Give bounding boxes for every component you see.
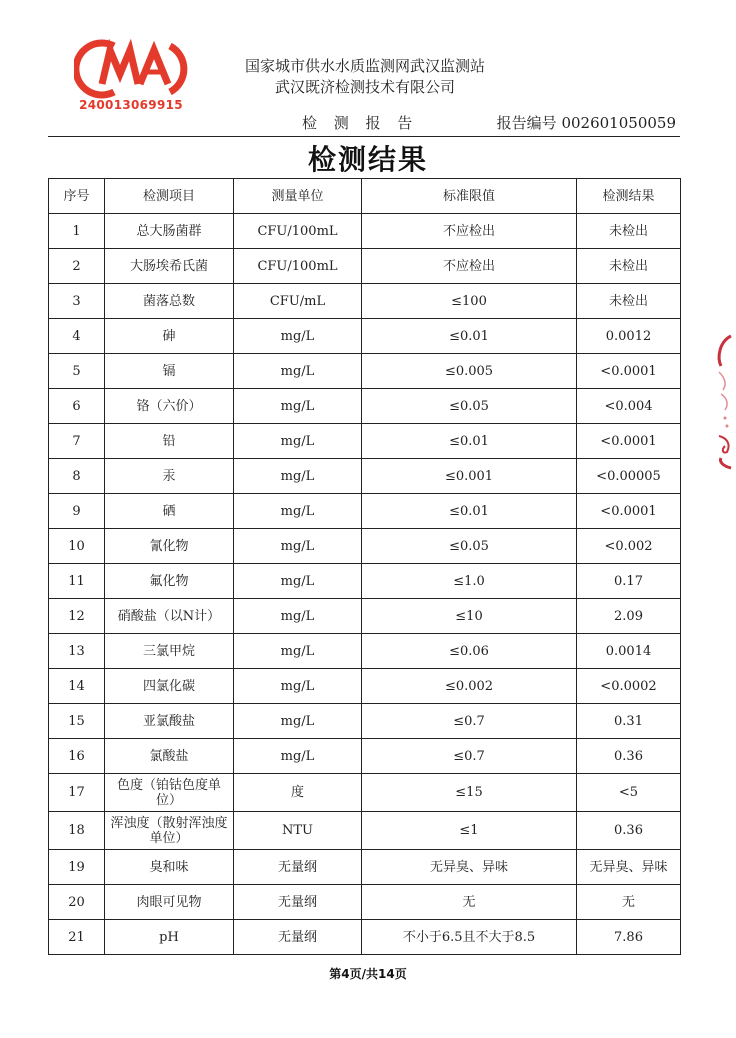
report-title: 检 测 报 告: [302, 114, 419, 132]
cell-unit: 度: [234, 774, 362, 812]
cell-result: <5: [577, 774, 681, 812]
cell-limit: ≤0.01: [362, 319, 577, 354]
cell-no: 6: [49, 389, 105, 424]
org-line-1: 国家城市供水水质监测网武汉监测站: [244, 57, 485, 75]
cell-limit: ≤0.06: [362, 634, 577, 669]
cell-item: 大肠埃希氏菌: [105, 249, 234, 284]
cell-result: 0.36: [577, 739, 681, 774]
cell-no: 18: [49, 812, 105, 850]
cell-result: <0.0001: [577, 424, 681, 459]
table-row: [49, 249, 681, 284]
cell-item: 浑浊度（散射浑浊度单位）: [105, 812, 234, 850]
cell-item: 硒: [105, 494, 234, 529]
results-table: [48, 178, 681, 955]
table-row: [49, 634, 681, 669]
cell-limit: 不小于6.5且不大于8.5: [362, 920, 577, 955]
table-row: [49, 885, 681, 920]
table-row: [49, 599, 681, 634]
cell-limit: ≤0.002: [362, 669, 577, 704]
cell-limit: ≤1: [362, 812, 577, 850]
cell-no: 1: [49, 214, 105, 249]
col-header-no: 序号: [49, 179, 105, 214]
table-row: [49, 529, 681, 564]
cell-unit: NTU: [234, 812, 362, 850]
table-row: [49, 319, 681, 354]
cell-result: 0.17: [577, 564, 681, 599]
col-header-limit: 标准限值: [362, 179, 577, 214]
cell-item: 四氯化碳: [105, 669, 234, 704]
cell-unit: mg/L: [234, 424, 362, 459]
cell-result: 未检出: [577, 284, 681, 319]
cell-no: 10: [49, 529, 105, 564]
cell-result: 无: [577, 885, 681, 920]
table-row: [49, 389, 681, 424]
cell-no: 4: [49, 319, 105, 354]
table-row: [49, 284, 681, 319]
cell-unit: mg/L: [234, 634, 362, 669]
cell-limit: 无异臭、异味: [362, 850, 577, 885]
cell-no: 16: [49, 739, 105, 774]
cell-item: 氯酸盐: [105, 739, 234, 774]
col-header-unit: 测量单位: [234, 179, 362, 214]
cell-result: 0.0014: [577, 634, 681, 669]
cell-unit: mg/L: [234, 739, 362, 774]
col-header-item: 检测项目: [105, 179, 234, 214]
cell-item: 总大肠菌群: [105, 214, 234, 249]
cell-unit: mg/L: [234, 319, 362, 354]
cell-unit: 无量纲: [234, 920, 362, 955]
col-header-result: 检测结果: [577, 179, 681, 214]
page-title: 检测结果: [307, 143, 428, 176]
cell-result: <0.00005: [577, 459, 681, 494]
cell-result: 未检出: [577, 249, 681, 284]
cell-result: <0.0001: [577, 354, 681, 389]
table-row: [49, 354, 681, 389]
cell-item: 硝酸盐（以N计）: [105, 599, 234, 634]
cell-no: 7: [49, 424, 105, 459]
cell-result: <0.0002: [577, 669, 681, 704]
cell-limit: ≤1.0: [362, 564, 577, 599]
cell-result: 0.31: [577, 704, 681, 739]
cell-item: 色度（铂钴色度单位）: [105, 774, 234, 812]
cell-limit: ≤0.01: [362, 494, 577, 529]
cell-result: 0.36: [577, 812, 681, 850]
cell-result: 2.09: [577, 599, 681, 634]
cell-limit: ≤15: [362, 774, 577, 812]
cell-limit: ≤100: [362, 284, 577, 319]
cell-unit: 无量纲: [234, 850, 362, 885]
org-line-2: 武汉既济检测技术有限公司: [274, 78, 455, 96]
cell-item: 汞: [105, 459, 234, 494]
cell-no: 8: [49, 459, 105, 494]
report-line: [48, 112, 678, 134]
cell-item: 铬（六价）: [105, 389, 234, 424]
table-row: [49, 704, 681, 739]
cell-limit: 不应检出: [362, 249, 577, 284]
cell-limit: ≤0.001: [362, 459, 577, 494]
cell-item: 铅: [105, 424, 234, 459]
cell-unit: CFU/mL: [234, 284, 362, 319]
cell-unit: mg/L: [234, 599, 362, 634]
cell-unit: mg/L: [234, 459, 362, 494]
cell-limit: ≤0.005: [362, 354, 577, 389]
cell-item: 氟化物: [105, 564, 234, 599]
report-no-label: 报告编号: [496, 114, 557, 132]
cell-result: 无异臭、异味: [577, 850, 681, 885]
cell-item: 砷: [105, 319, 234, 354]
page-number: 第4页/共14页: [329, 967, 407, 981]
table-row: [49, 774, 681, 812]
header-rule: [48, 136, 680, 137]
cell-limit: ≤10: [362, 599, 577, 634]
cell-result: <0.004: [577, 389, 681, 424]
cell-result: 未检出: [577, 214, 681, 249]
cell-unit: mg/L: [234, 494, 362, 529]
table-row: [49, 850, 681, 885]
cell-item: pH: [105, 920, 234, 955]
cell-item: 臭和味: [105, 850, 234, 885]
cell-no: 14: [49, 669, 105, 704]
cell-result: 7.86: [577, 920, 681, 955]
cell-limit: ≤0.7: [362, 739, 577, 774]
cell-no: 2: [49, 249, 105, 284]
cell-no: 20: [49, 885, 105, 920]
table-row: [49, 459, 681, 494]
cell-unit: mg/L: [234, 354, 362, 389]
cell-limit: ≤0.05: [362, 389, 577, 424]
table-header-row: [49, 179, 681, 214]
cell-unit: mg/L: [234, 564, 362, 599]
cell-result: <0.0001: [577, 494, 681, 529]
table-row: [49, 812, 681, 850]
cell-result: <0.002: [577, 529, 681, 564]
cert-number: 240013069915: [79, 98, 183, 112]
cell-no: 21: [49, 920, 105, 955]
cell-limit: 无: [362, 885, 577, 920]
table-row: [49, 669, 681, 704]
cell-unit: mg/L: [234, 704, 362, 739]
cell-limit: ≤0.05: [362, 529, 577, 564]
cell-unit: mg/L: [234, 529, 362, 564]
table-row: [49, 564, 681, 599]
cell-no: 5: [49, 354, 105, 389]
table-row: [49, 494, 681, 529]
cell-no: 3: [49, 284, 105, 319]
cell-no: 11: [49, 564, 105, 599]
organization-block: [200, 56, 530, 98]
cell-item: 菌落总数: [105, 284, 234, 319]
cell-item: 肉眼可见物: [105, 885, 234, 920]
cell-unit: mg/L: [234, 389, 362, 424]
report-number-block: [497, 112, 676, 133]
cell-item: 镉: [105, 354, 234, 389]
table-row: [49, 920, 681, 955]
cell-item: 三氯甲烷: [105, 634, 234, 669]
cell-no: 15: [49, 704, 105, 739]
cell-no: 13: [49, 634, 105, 669]
cell-limit: ≤0.7: [362, 704, 577, 739]
cell-item: 氰化物: [105, 529, 234, 564]
seal-stamp-icon: [713, 332, 736, 470]
table-row: [49, 739, 681, 774]
table-row: [49, 214, 681, 249]
cell-limit: ≤0.01: [362, 424, 577, 459]
table-row: [49, 424, 681, 459]
cell-result: 0.0012: [577, 319, 681, 354]
cell-item: 亚氯酸盐: [105, 704, 234, 739]
report-no: 002601050059: [561, 114, 676, 132]
cell-limit: 不应检出: [362, 214, 577, 249]
cell-unit: CFU/100mL: [234, 214, 362, 249]
cell-unit: 无量纲: [234, 885, 362, 920]
cell-no: 19: [49, 850, 105, 885]
cell-no: 17: [49, 774, 105, 812]
cell-unit: CFU/100mL: [234, 249, 362, 284]
cell-no: 12: [49, 599, 105, 634]
cell-no: 9: [49, 494, 105, 529]
cell-unit: mg/L: [234, 669, 362, 704]
